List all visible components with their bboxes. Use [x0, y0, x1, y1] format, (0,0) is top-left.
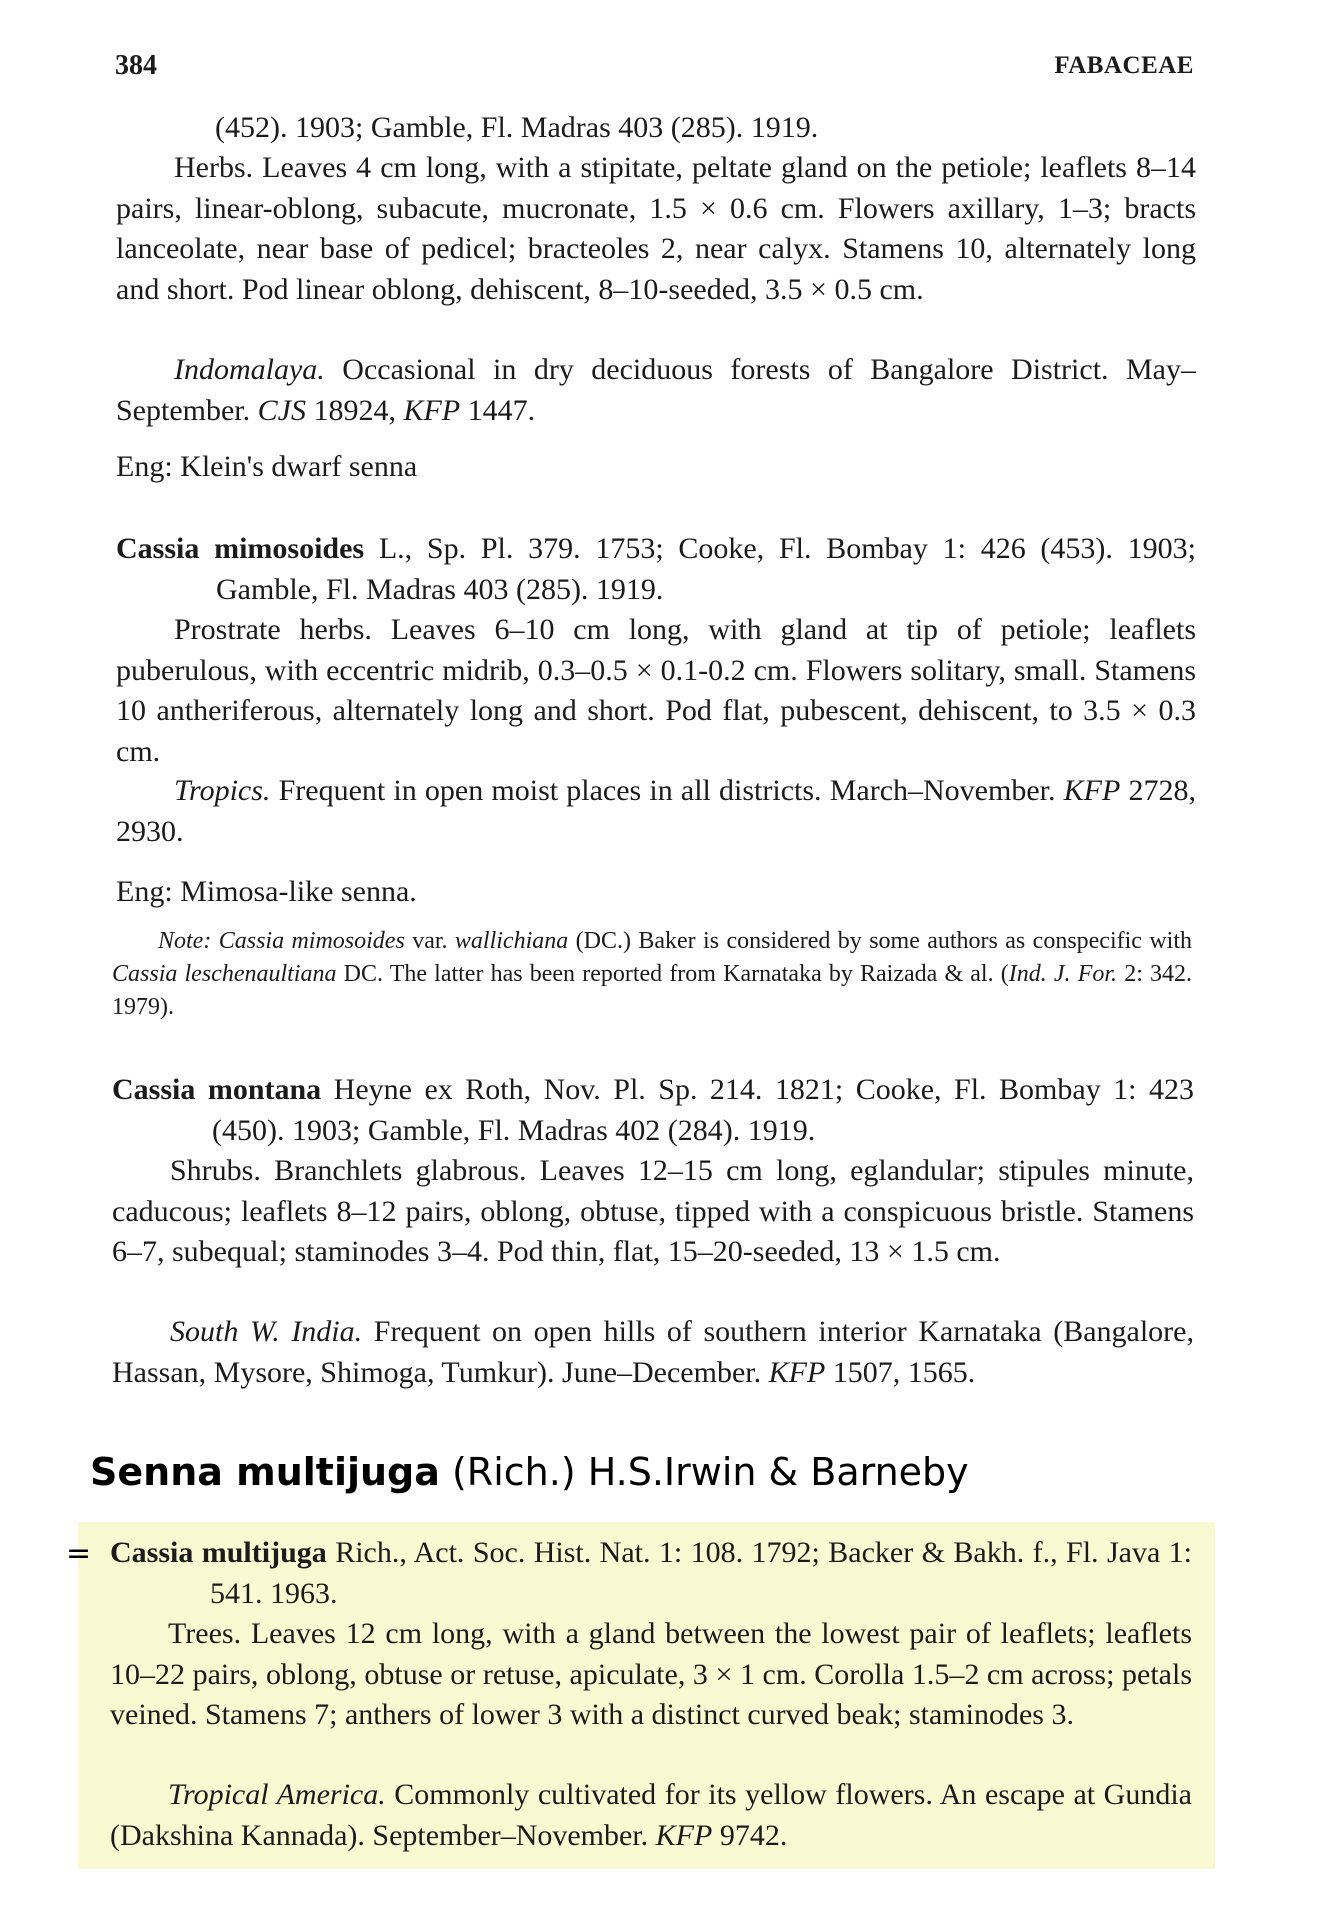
species-heading: Cassia mimosoides L., Sp. Pl. 379. 1753; Cooke, Fl. Bombay 1: 426 (453). 1903; Gamble, Fl. Madras 403 (285). 1919.	[116, 532, 1196, 606]
species-name: Cassia multijuga	[110, 1536, 327, 1569]
distribution: Tropics. Frequent in open moist places in all districts. March–November. KFP 2728, 2930.	[116, 774, 1196, 848]
accepted-name-annotation	[90, 1450, 969, 1494]
species-heading: Cassia multijuga Rich., Act. Soc. Hist. Nat. 1: 108. 1792; Backer & Bakh. f., Fl. Java 1: 541. 1963.	[110, 1536, 1193, 1610]
note: Note: Cassia mimosoides var. wallichiana (DC.) Baker is considered by some authors as conspecific with Cassia leschenaultiana DC. The latter has been reported from Karnataka by Raizada & al. (Ind. J. For. 2: 342. 1979).	[112, 928, 1193, 1020]
english-name: Eng: Klein's dwarf senna	[116, 450, 418, 483]
region: Indomalaya.	[174, 353, 325, 386]
species-description: Prostrate herbs. Leaves 6–10 cm long, with gland at tip of petiole; leaflets puberulous, with eccentric midrib, 0.3–0.5 × 0.1-0.2 cm. Flowers solitary, small. Stamens 10 antheriferous, alternately long and short. Pod flat, pubescent, dehiscent, to 3.5 × 0.3 cm.	[116, 613, 1196, 768]
synonym-equals-sign: =	[66, 1536, 92, 1571]
distribution: Indomalaya. Occasional in dry deciduous forests of Bangalore District. May–September. CJS 18924, KFP 1447.	[116, 353, 1196, 427]
distribution: Tropical America. Commonly cultivated for its yellow flowers. An escape at Gundia (Dakshina Kannada). September–November. KFP 9742.	[110, 1778, 1192, 1852]
region: South W. India.	[170, 1315, 363, 1348]
species-heading: Cassia montana Heyne ex Roth, Nov. Pl. Sp. 214. 1821; Cooke, Fl. Bombay 1: 423 (450). 1903; Gamble, Fl. Madras 402 (284). 1919.	[112, 1073, 1194, 1147]
species-description: Herbs. Leaves 4 cm long, with a stipitate, peltate gland on the petiole; leaflets 8–14 pairs, linear-oblong, subacute, mucronate, 1.5 × 0.6 cm. Flowers axillary, 1–3; bracts lanceolate, near base of pedicel; bracteoles 2, near calyx. Stamens 10, alternately long and short. Pod linear oblong, dehiscent, 8–10-seeded, 3.5 × 0.5 cm.	[116, 151, 1196, 306]
species-name: Cassia mimosoides	[116, 532, 365, 565]
accepted-name: Senna multijuga	[90, 1450, 440, 1494]
distribution: South W. India. Frequent on open hills of southern interior Karnataka (Bangalore, Hassan, Mysore, Shimoga, Tumkur). June–December. KFP 1507, 1565.	[112, 1315, 1194, 1389]
english-name: Eng: Mimosa-like senna.	[116, 875, 417, 908]
species-description: Shrubs. Branchlets glabrous. Leaves 12–15 cm long, eglandular; stipules minute, caducous; leaflets 8–12 pairs, oblong, obtuse, tipped with a conspicuous bristle. Stamens 6–7, subequal; staminodes 3–4. Pod thin, flat, 15–20-seeded, 13 × 1.5 cm.	[112, 1154, 1194, 1268]
region: Tropics.	[174, 774, 271, 807]
page-number: 384	[115, 50, 157, 81]
reference-continuation: (452). 1903; Gamble, Fl. Madras 403 (285). 1919.	[215, 111, 819, 144]
family-heading: FABACEAE	[1054, 52, 1194, 79]
accepted-name-authors: (Rich.) H.S.Irwin & Barneby	[439, 1450, 969, 1494]
species-description: Trees. Leaves 12 cm long, with a gland between the lowest pair of leaflets; leaflets 10–22 pairs, oblong, obtuse or retuse, apiculate, 3 × 1 cm. Corolla 1.5–2 cm across; petals veined. Stamens 7; anthers of lower 3 with a distinct curved beak; staminodes 3.	[110, 1617, 1192, 1731]
region: Tropical America.	[168, 1778, 386, 1811]
species-name: Cassia montana	[112, 1073, 322, 1106]
